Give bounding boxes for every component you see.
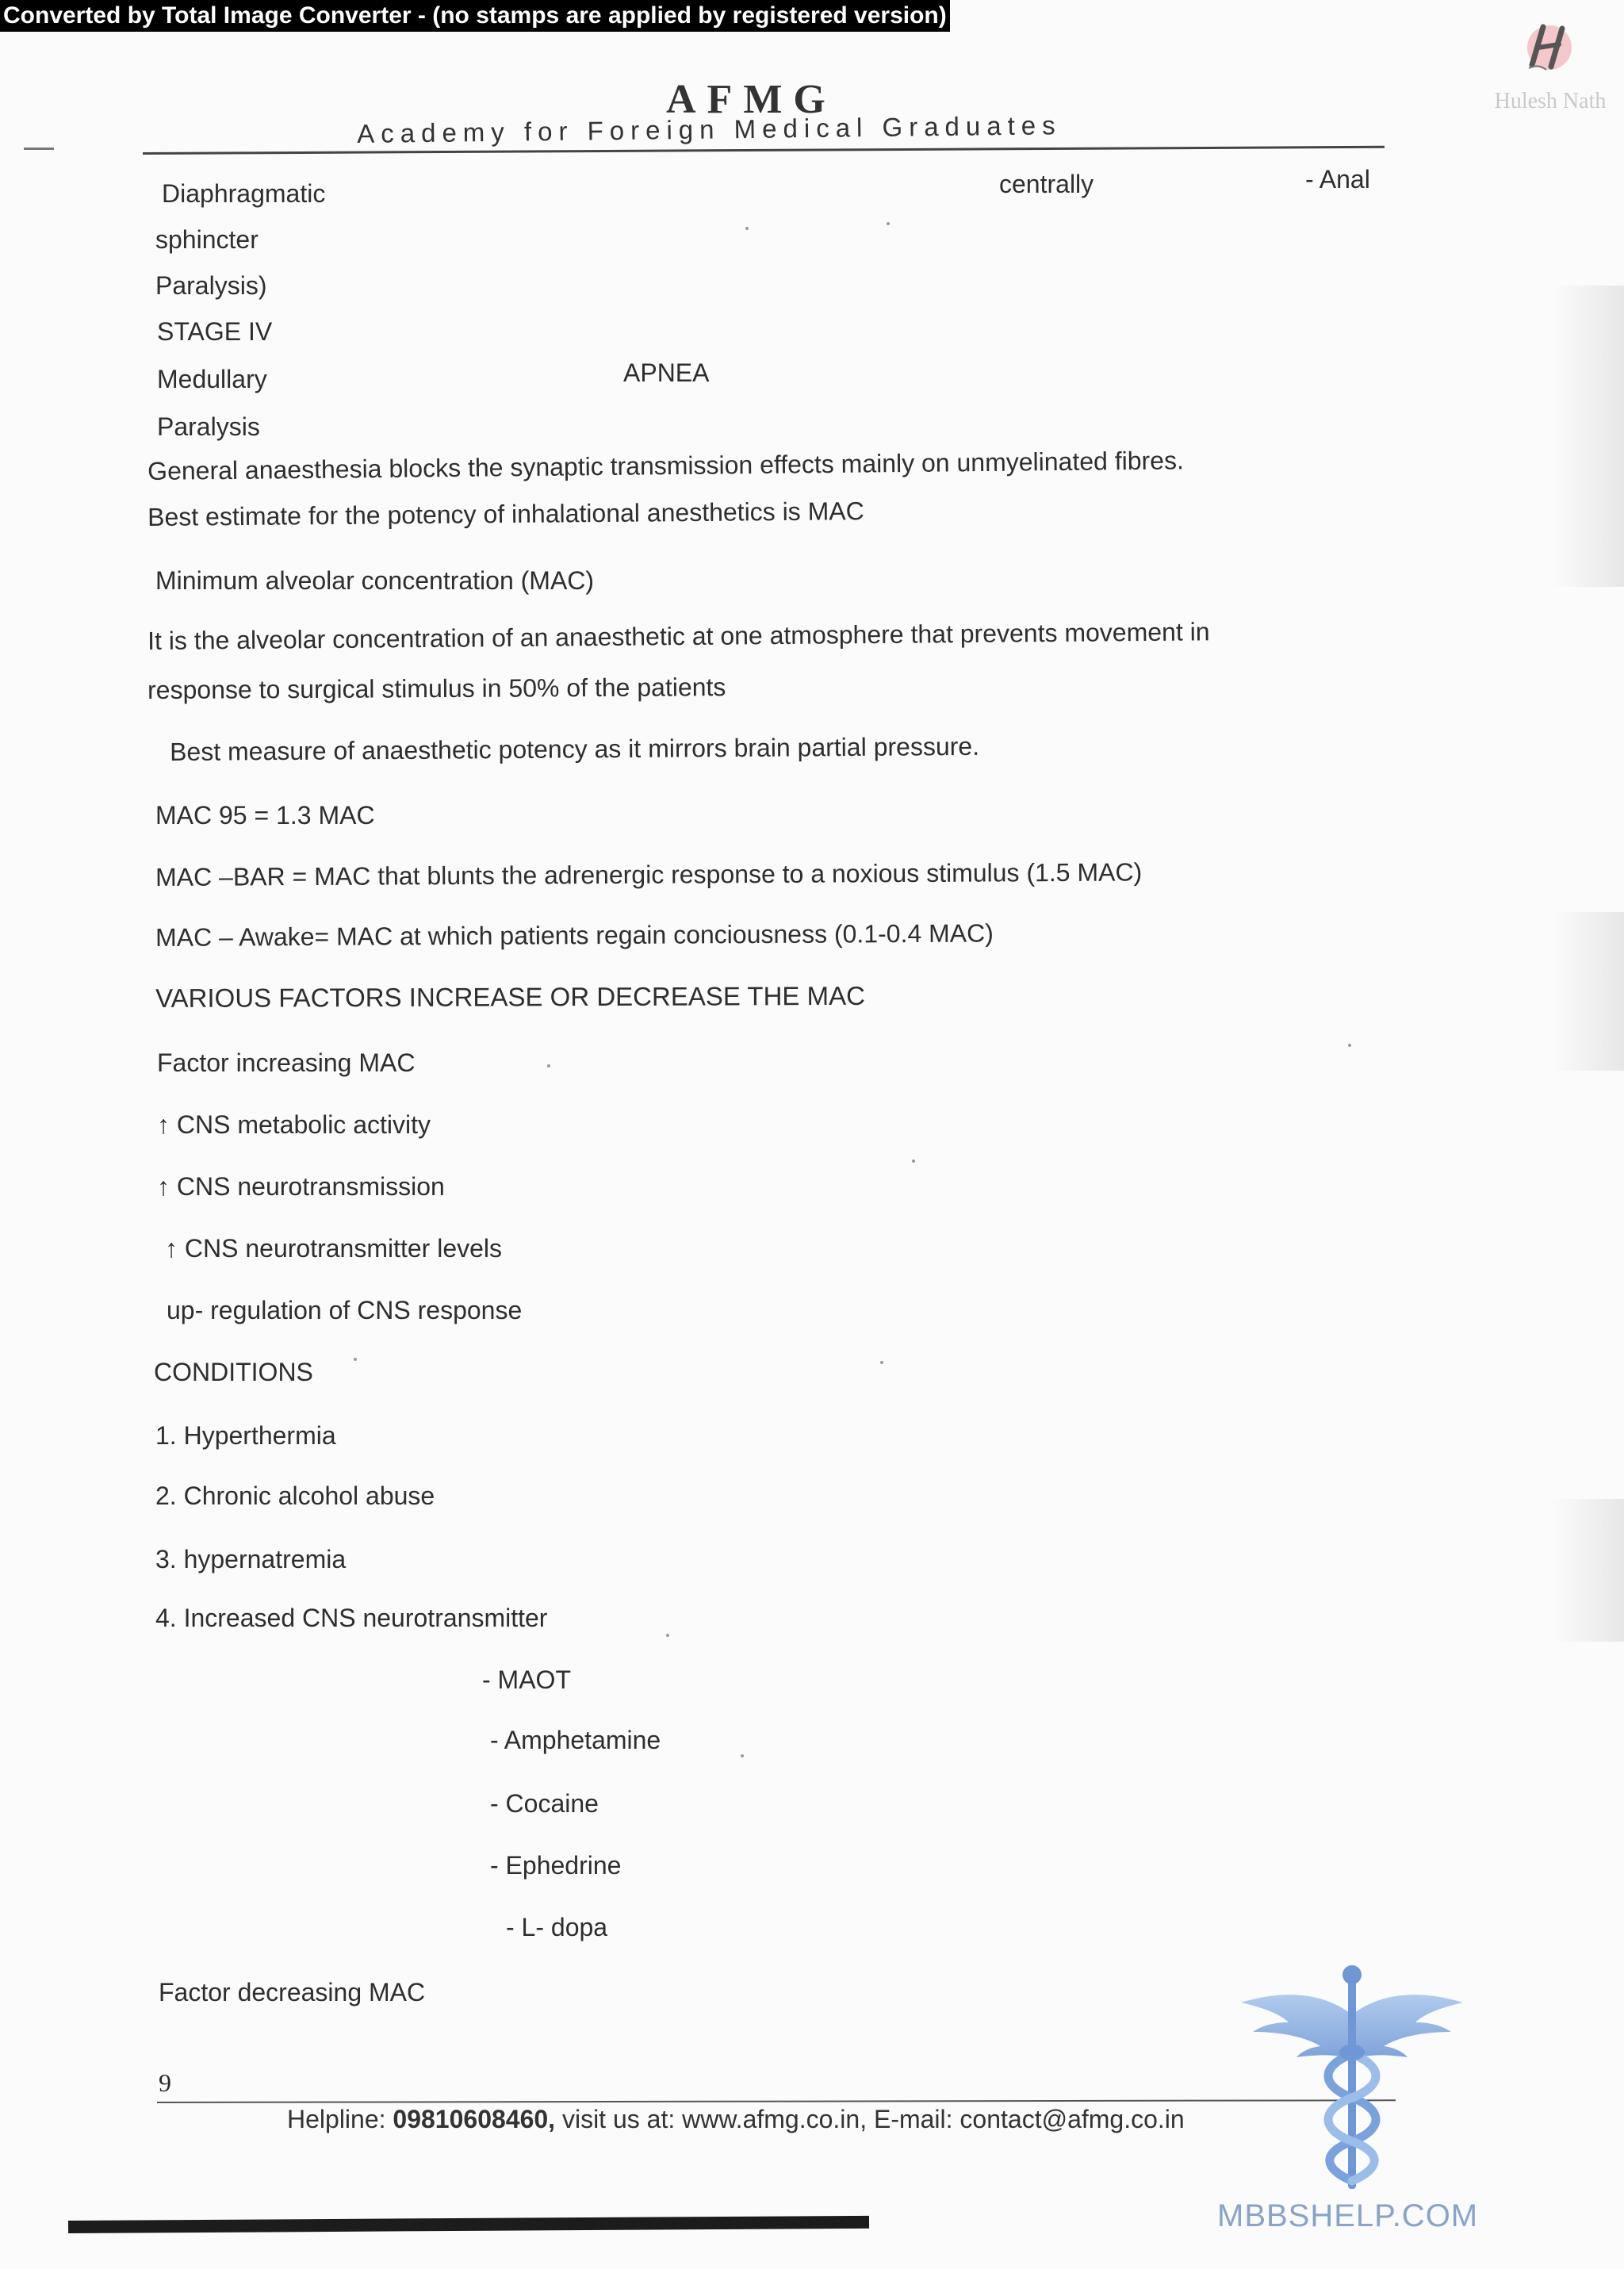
scan-speck [745,227,749,230]
margin-mark [24,148,54,150]
condition-3: 3. hypernatremia [155,1545,347,1573]
footer-links: visit us at: www.afmg.co.in, E-mail: contact@afmg.co.in [561,2105,1185,2133]
increase-item-3 [165,1234,502,1263]
drug-2: - Amphetamine [490,1726,661,1754]
page-title: AFMG [666,77,837,122]
logo-name: Hulesh Nath [1494,89,1607,113]
scan-edge-shadow [1553,286,1624,587]
drug-4: - Ephedrine [490,1851,622,1880]
scan-speck [354,1358,357,1361]
scan-speck [912,1159,915,1163]
increase-item-1-text: CNS metabolic activity [176,1110,431,1139]
condition-4: 4. Increased CNS neurotransmitter [155,1604,548,1632]
stage-cell-1: Diaphragmatic [162,179,326,208]
effect-cell-2: APNEA [623,358,710,387]
condition-1: 1. Hyperthermia [155,1421,336,1450]
increase-item-2-text: CNS neurotransmission [176,1172,445,1201]
increase-item-2 [157,1172,445,1202]
stage-cell-4: STAGE IV [157,317,273,346]
stage-cell-2: sphincter [155,225,259,254]
stage-cell-5: Medullary [157,365,267,393]
effect-cell-1: centrally [999,170,1094,198]
stage-cell-3: Paralysis) [155,271,267,300]
up-arrow-icon: ↑ [157,1172,170,1201]
section-heading: VARIOUS FACTORS INCREASE OR DECREASE THE MAC [155,980,865,1013]
scan-edge-shadow [1553,912,1624,1071]
up-arrow-icon: ↑ [165,1234,178,1263]
increase-item-1 [157,1110,431,1140]
drug-3: - Cocaine [490,1789,599,1818]
paragraph-2: Best estimate for the potency of inhalational anesthetics is MAC [147,496,864,531]
drug-1: - MAOT [482,1665,571,1694]
scan-edge-band [68,2216,869,2233]
footer-divider [157,2099,1396,2103]
page-subtitle: Academy for Foreign Medical Graduates [357,110,1062,148]
up-arrow-icon: ↑ [157,1110,170,1139]
factor-decreasing-label: Factor decreasing MAC [159,1978,426,2006]
paragraph-5: Best measure of anaesthetic potency as it mirrors brain partial pressure. [170,731,980,766]
factor-increasing-label: Factor increasing MAC [157,1048,416,1077]
increase-item-3-text: CNS neurotransmitter levels [184,1234,503,1263]
scan-edge-shadow [1553,1499,1624,1642]
scan-speck [887,222,890,225]
converter-banner: Converted by Total Image Converter - (no stamps are applied by registered version) [0,0,950,32]
h-monogram-icon [1515,17,1578,81]
stage-cell-6: Paralysis [157,412,260,441]
paragraph-1: General anaesthesia blocks the synaptic transmission effects mainly on unmyelinated fibres. [147,446,1185,485]
helpline-label: Helpline: [287,2105,386,2133]
scan-speck [741,1754,744,1757]
footer-contact [287,2105,1185,2134]
paragraph-4a: It is the alveolar concentration of an anaesthetic at one atmosphere that prevents movement in [147,617,1210,655]
mac-95: MAC 95 = 1.3 MAC [155,801,375,830]
scan-speck [1348,1044,1351,1047]
conditions-label: CONDITIONS [154,1358,313,1386]
paragraph-3: Minimum alveolar concentration (MAC) [155,566,595,595]
increase-item-4: up- regulation of CNS response [167,1296,523,1324]
drug-5: - L- dopa [506,1913,608,1941]
notes-cell-1: - Anal [1305,165,1370,194]
paragraph-4b: response to surgical stimulus in 50% of the patients [147,673,726,704]
helpline-phone: 09810608460, [393,2105,556,2133]
site-watermark: MBBSHELP.COM [1217,2198,1479,2233]
condition-2: 2. Chronic alcohol abuse [155,1481,435,1510]
mac-bar: MAC –BAR = MAC that blunts the adrenergic response to a noxious stimulus (1.5 MAC) [155,857,1143,891]
header-divider [143,146,1385,155]
hulesh-nath-logo [1483,14,1618,125]
page-number: 9 [159,2068,171,2097]
scan-speck [666,1634,669,1637]
scan-speck [880,1361,883,1364]
scan-speck [547,1064,550,1067]
mac-awake: MAC – Awake= MAC at which patients regain conciousness (0.1-0.4 MAC) [155,918,994,952]
caduceus-icon [1233,1959,1471,2197]
